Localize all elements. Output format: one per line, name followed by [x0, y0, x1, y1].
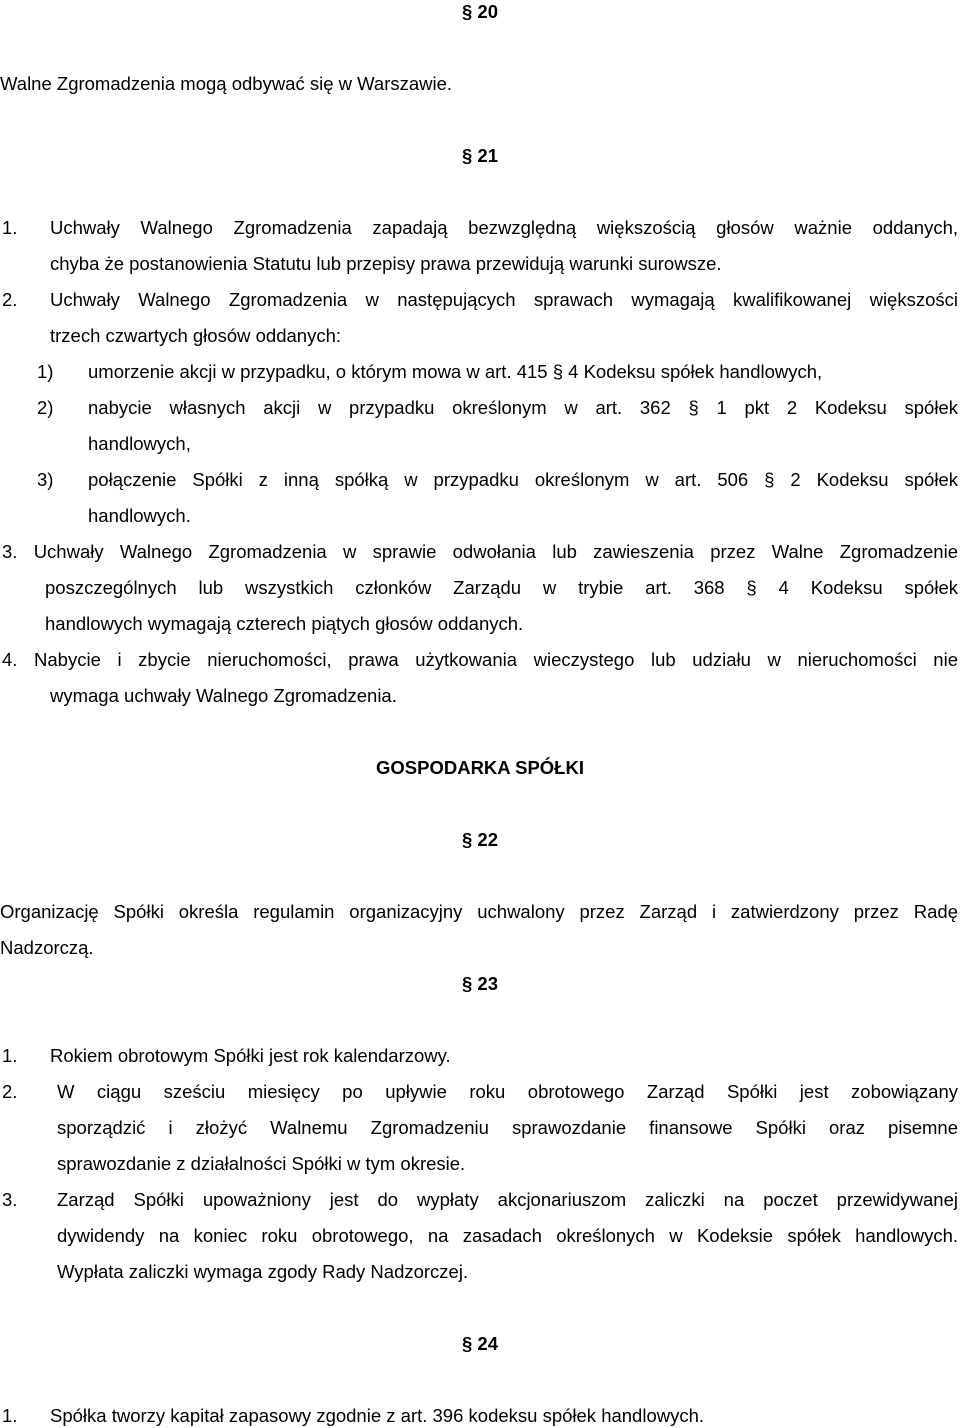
- section-22-line-1: Organizację Spółki określa regulamin organizacyjny uchwalony przez Zarząd i zatwierdzony przez Radę: [0, 901, 958, 922]
- item-number: 2.: [2, 289, 18, 310]
- section-23-item-3-line-3: Wypłata zaliczki wymaga zgody Rady Nadzorczej.: [57, 1261, 469, 1282]
- section-21-item-2-line-1: Uchwały Walnego Zgromadzenia w następujących sprawach wymagają kwalifikowanej większości: [50, 289, 958, 310]
- section-21-item-1-line-1: Uchwały Walnego Zgromadzenia zapadają bezwzględną większością głosów ważnie oddanych,: [50, 217, 958, 238]
- section-21-subitem-1: umorzenie akcji w przypadku, o którym mowa w art. 415 § 4 Kodeksu spółek handlowych,: [88, 361, 823, 382]
- section-20-heading: § 20: [461, 1, 498, 22]
- section-23-item-3-line-1: Zarząd Spółki upoważniony jest do wypłaty akcjonariuszom zaliczki na poczet przewidywanej: [57, 1189, 958, 1210]
- chapter-heading: GOSPODARKA SPÓŁKI: [376, 757, 584, 778]
- section-21-item-3-line-3: handlowych wymagają czterech piątych głosów oddanych.: [45, 613, 524, 634]
- section-21-item-1-line-2: chyba że postanowienia Statutu lub przepisy prawa przewidują warunki surowsze.: [50, 253, 722, 274]
- section-21-heading: § 21: [461, 145, 498, 166]
- subitem-number: 1): [37, 361, 54, 382]
- subitem-number: 3): [37, 469, 54, 490]
- section-21-item-4-line-1: 4. Nabycie i zbycie nieruchomości, prawa użytkowania wieczystego lub udziału w nieruchomości nie: [2, 649, 958, 670]
- section-21-subitem-2-line-2: handlowych,: [88, 433, 191, 454]
- section-23-item-2-line-3: sprawozdanie z działalności Spółki w tym okresie.: [57, 1153, 466, 1174]
- item-number: 1.: [2, 1045, 18, 1066]
- item-number: 3.: [2, 1189, 18, 1210]
- section-23-item-1: Rokiem obrotowym Spółki jest rok kalendarzowy.: [50, 1045, 451, 1066]
- section-22-line-2: Nadzorczą.: [0, 937, 94, 958]
- section-21-subitem-2-line-1: nabycie własnych akcji w przypadku określonym w art. 362 § 1 pkt 2 Kodeksu spółek: [88, 397, 958, 418]
- subitem-number: 2): [37, 397, 54, 418]
- section-21-item-3-line-1: 3. Uchwały Walnego Zgromadzenia w sprawie odwołania lub zawieszenia przez Walne Zgromadzenie: [2, 541, 958, 562]
- section-23-item-2-line-2: sporządzić i złożyć Walnemu Zgromadzeniu sprawozdanie finansowe Spółki oraz pisemne: [57, 1117, 958, 1138]
- item-number: 1.: [2, 1405, 18, 1426]
- section-23-heading: § 23: [461, 973, 498, 994]
- section-24-heading: § 24: [461, 1333, 498, 1354]
- section-21-item-4-line-2: wymaga uchwały Walnego Zgromadzenia.: [50, 685, 397, 706]
- section-21-item-3-line-2: poszczególnych lub wszystkich członków Zarządu w trybie art. 368 § 4 Kodeksu spółek: [45, 577, 958, 598]
- section-24-item-1: Spółka tworzy kapitał zapasowy zgodnie z art. 396 kodeksu spółek handlowych.: [50, 1405, 705, 1426]
- item-number: 1.: [2, 217, 18, 238]
- section-21-subitem-3-line-2: handlowych.: [88, 505, 191, 526]
- item-number: 2.: [2, 1081, 18, 1102]
- section-22-heading: § 22: [461, 829, 498, 850]
- section-20-text: Walne Zgromadzenia mogą odbywać się w Warszawie.: [0, 73, 453, 94]
- section-23-item-3-line-2: dywidendy na koniec roku obrotowego, na zasadach określonych w Kodeksie spółek handlowych.: [57, 1225, 958, 1246]
- section-23-item-2-line-1: W ciągu sześciu miesięcy po upływie roku obrotowego Zarząd Spółki jest zobowiązany: [57, 1081, 958, 1102]
- section-21-subitem-3-line-1: połączenie Spółki z inną spółką w przypadku określonym w art. 506 § 2 Kodeksu spółek: [88, 469, 958, 490]
- section-21-item-2-line-2: trzech czwartych głosów oddanych:: [50, 325, 341, 346]
